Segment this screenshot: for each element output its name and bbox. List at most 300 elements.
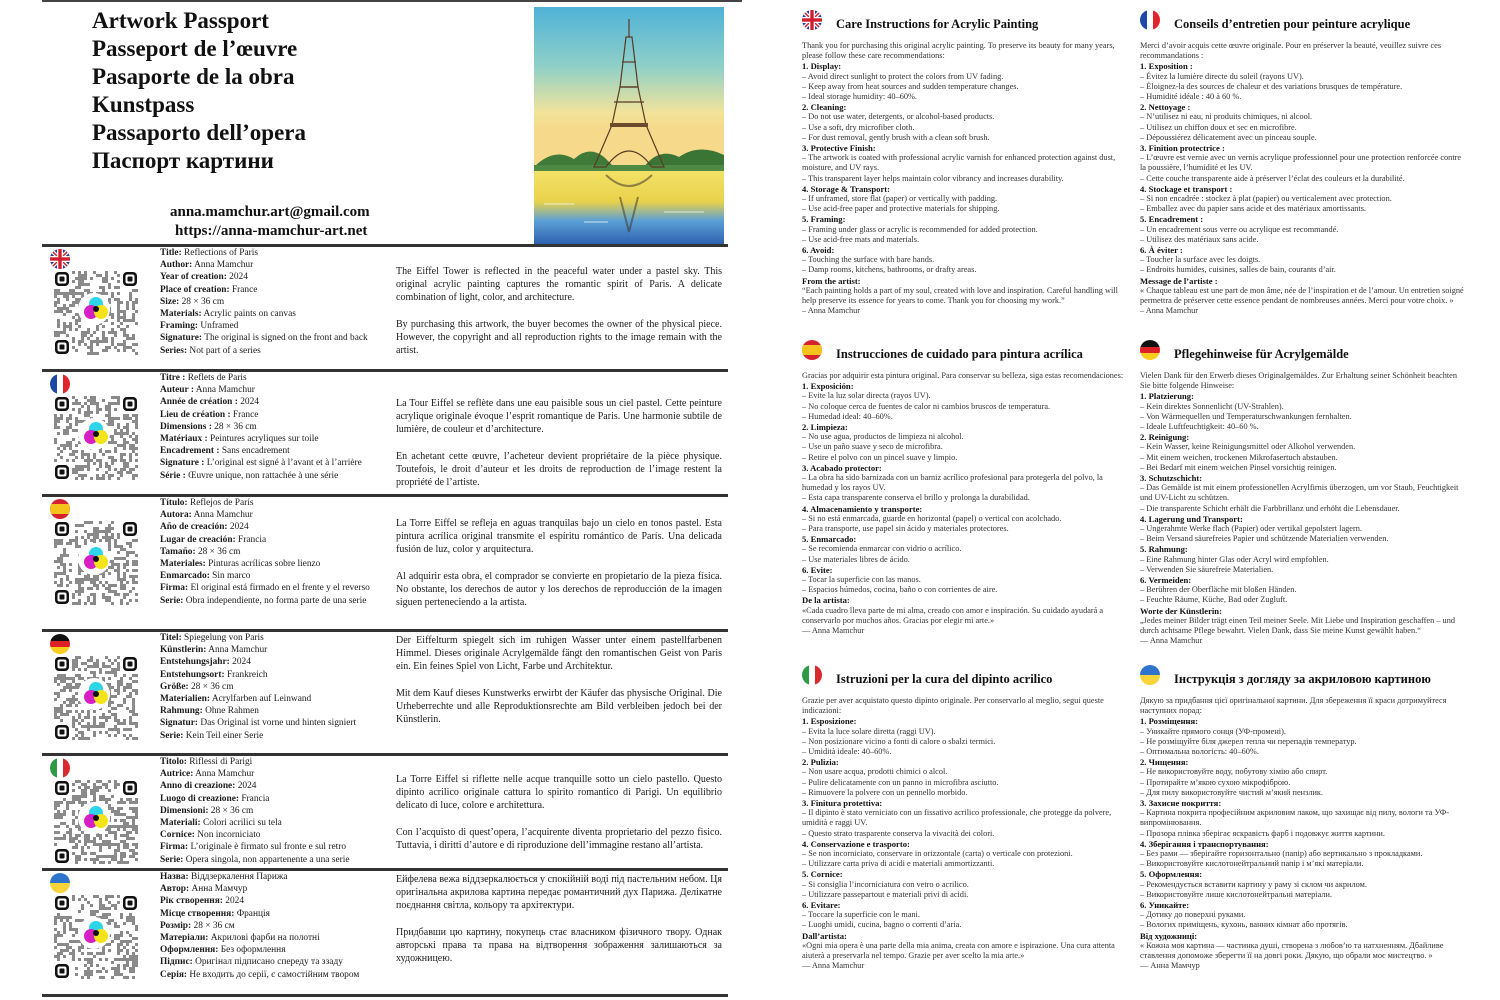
title-es: Pasaporte de la obra xyxy=(92,64,295,89)
field-label: Матеріали: xyxy=(160,933,209,944)
care-item: – Eine Rahmung hinter Glas oder Acryl wird empfohlen. xyxy=(1140,554,1329,564)
field-label: Оформлення: xyxy=(160,945,219,956)
care-item: – Framing under glass or acrylic is recommended for added protection. xyxy=(802,224,1038,234)
care-item: «Ogni mia opera è una parte della mia anima, creata con amore e ispirazione. Una cura attenta aiuterà a preservarla nel tempo. Grazie per aver scelto la mia arte.» xyxy=(802,940,1115,961)
qr-code-icon[interactable] xyxy=(54,521,138,605)
field-value: Sin marco xyxy=(212,571,251,582)
field-row xyxy=(160,854,390,866)
care-item: – Touching the surface with bare hands. xyxy=(802,255,935,265)
field-value: Not part of a series xyxy=(189,345,261,356)
field-row xyxy=(160,805,390,817)
field-row xyxy=(160,920,390,932)
care-item: – Вологих приміщень, кухонь, ванних кімнат або протягів. xyxy=(1140,920,1348,930)
divider xyxy=(42,494,728,497)
field-row xyxy=(160,396,390,408)
care-item: – Beim Versand säurefreies Papier und schützende Materialien verwenden. xyxy=(1140,534,1389,544)
title-de: Kunstpass xyxy=(92,92,195,117)
care-item: — Anna Mamchur xyxy=(1140,636,1203,646)
care-item: – Se non incorniciato, conservare in orizzontale (carta) o verticale con protezioni. xyxy=(802,849,1073,859)
care-intro: Gracias por adquirir esta pintura original. Para conservar su belleza, siga estas recomendaciones: xyxy=(802,371,1124,380)
passport-row-en xyxy=(42,247,728,369)
field-label: Назва: xyxy=(160,872,189,882)
care-item: – Дотику до поверхні руками. xyxy=(1140,910,1246,920)
title-en: Artwork Passport xyxy=(92,8,269,33)
field-row xyxy=(160,308,390,320)
care-item: – Use acid-free paper and protective materials for shipping. xyxy=(802,204,1000,214)
care-item: – Verwenden Sie säurefreie Materialien. xyxy=(1140,564,1274,574)
care-item: – Use a soft, dry microfiber cloth. xyxy=(802,122,915,132)
passport-row-de xyxy=(42,632,728,753)
field-row xyxy=(160,595,390,607)
uk-flag-icon xyxy=(50,249,70,269)
field-row xyxy=(160,546,390,558)
care-item: – Un encadrement sous verre ou acrylique est recommandé. xyxy=(1140,224,1339,234)
artwork-description xyxy=(396,397,722,489)
field-row xyxy=(160,956,390,968)
field-row xyxy=(160,768,390,780)
field-label: Dimensioni: xyxy=(160,805,209,816)
care-section-heading: 2. Nettoyage : xyxy=(1140,102,1191,113)
field-label: Rahmung: xyxy=(160,706,203,717)
field-label: Año de creación: xyxy=(160,522,228,533)
field-label: Encadrement : xyxy=(160,446,220,457)
field-row xyxy=(160,632,390,644)
spain-flag-icon xyxy=(802,340,822,360)
website-link[interactable]: https://anna-mamchur-art.net xyxy=(175,223,368,239)
field-label: Firma: xyxy=(160,842,189,853)
care-section-heading: 1. Esposizione: xyxy=(802,716,857,727)
field-label: Série : xyxy=(160,470,186,481)
field-label: Matériaux : xyxy=(160,434,208,445)
field-row xyxy=(160,433,390,445)
field-label: Künstlerin: xyxy=(160,645,207,656)
care-intro: Дякую за придбання цієї оригінальної картини. Для збереження її краси дотримуйтеся наступних порад: xyxy=(1140,696,1447,716)
care-block-it xyxy=(802,660,1130,971)
ukraine-flag-icon xyxy=(50,873,70,893)
field-row xyxy=(160,895,390,907)
field-value: Anna Mamchur xyxy=(195,385,255,396)
field-row xyxy=(160,908,390,920)
care-item: – Toccare la superficie con le mani. xyxy=(802,910,920,920)
care-item: – Не розміщуйте біля джерел тепла чи перепадів температур. xyxy=(1140,736,1357,746)
care-item: – Si no está enmarcada, guarde en horizontal (papel) o vertical con acolchado. xyxy=(802,513,1062,523)
care-item: – Evite la luz solar directa (rayos UV). xyxy=(802,391,931,401)
field-value: Colori acrilici su tela xyxy=(202,818,282,829)
description-paragraph: Ейфелева вежа віддзеркалюється у спокійній воді під пастельним небом. Ця оригінальна акрилова картина передає романтичний дух Парижа. Делікатне поєднання світла, кольору та архітектури. xyxy=(396,874,722,912)
care-item: – Non posizionare vicino a fonti di calore o sbalzi termici. xyxy=(802,736,996,746)
care-instructions-page xyxy=(760,0,1500,1000)
care-section-heading: 5. Encadrement : xyxy=(1140,214,1204,225)
care-item: – Das Gemälde ist mit einem professionellen Acrylfirnis überzogen, um vor Staub, Feuchtigkeit und UV-Licht zu schützen. xyxy=(1140,483,1459,503)
field-row xyxy=(160,445,390,457)
field-value: Оригінал підписано спереду та ззаду xyxy=(195,957,343,968)
field-label: Firma: xyxy=(160,583,189,594)
care-item: – The artwork is coated with professional acrylic varnish for enhanced protection against dust, moisture, and UV rays. xyxy=(802,153,1116,173)
field-row xyxy=(160,780,390,792)
field-label: Місце створення: xyxy=(160,908,235,919)
contact-info xyxy=(170,203,370,241)
field-label: Materials: xyxy=(160,309,202,320)
field-row xyxy=(160,705,390,717)
passport-row-uk xyxy=(42,871,728,991)
care-section-heading: 6. Vermeiden: xyxy=(1140,575,1192,586)
field-label: Größe: xyxy=(160,681,189,692)
field-label: Título: xyxy=(160,498,188,508)
field-value: Anna Mamchur xyxy=(194,260,254,271)
care-item: – Avoid direct sunlight to protect the colors from UV fading. xyxy=(802,71,1004,81)
care-section-heading: 5. Оформлення: xyxy=(1140,869,1203,880)
care-item: „Jedes meiner Bilder trägt einen Teil meiner Seele. Mit Liebe und Inspiration geschaffen – und durch achtsame Pflege bewahrt. Vielen Dank, dass Sie meine Kunst gewählt haben.“ xyxy=(1140,615,1455,636)
field-value: 2024 xyxy=(229,272,248,283)
field-value: Acrylfarben auf Leinwand xyxy=(211,694,312,705)
care-section-heading: 3. Finition protectrice : xyxy=(1140,143,1225,154)
care-intro: Vielen Dank für den Erwerb dieses Originalgemäldes. Zur Erhaltung seiner Schönheit beachten Sie bitte folgende Hinweise: xyxy=(1140,371,1457,391)
care-item: – Umidità ideale: 40–60%. xyxy=(802,747,892,757)
care-item: – Damp rooms, kitchens, bathrooms, or drafty areas. xyxy=(802,265,977,275)
field-row xyxy=(160,384,390,396)
care-section-heading: 4. Зберігання і транспортування: xyxy=(1140,838,1269,849)
care-section-heading: 3. Schutzschicht: xyxy=(1140,473,1203,484)
care-section-heading: 6. Evite: xyxy=(802,564,833,575)
field-label: Series: xyxy=(160,345,188,356)
field-value: Віддзеркалення Парижа xyxy=(190,872,288,882)
care-item: – Anna Mamchur xyxy=(1140,306,1199,316)
field-value: Œuvre unique, non rattachée à une série xyxy=(188,470,339,481)
field-value: France xyxy=(231,284,258,295)
field-value: 28 × 36 cm xyxy=(190,681,234,692)
field-row xyxy=(160,829,390,841)
care-item: “Each painting holds a part of my soul, created with love and inspiration. Careful handling will help preserve its essence for years to come. Thank you for choosing my work.” xyxy=(802,285,1118,306)
care-item: – Rimuovere la polvere con un pennello morbido. xyxy=(802,787,968,797)
care-section-heading: From the artist: xyxy=(802,275,861,286)
field-value: The original is signed on the front and back xyxy=(204,333,368,344)
field-value: Ohne Rahmen xyxy=(205,706,259,717)
field-label: Year of creation: xyxy=(160,272,227,283)
care-header xyxy=(1140,335,1468,365)
care-section-heading: Worte der Künstlerin: xyxy=(1140,605,1222,616)
care-item: – Utilizzare passepartout e materiali privi di acidi. xyxy=(802,889,969,899)
care-item: « Chaque tableau est une part de mon âme, née de l’inspiration et de l’amour. Un entretien soigné permettra de préserver cette essence pendant de nombreuses années. Merci pour votre choix. » xyxy=(1140,285,1464,306)
field-label: Autrice: xyxy=(160,769,194,780)
field-value: 2024 xyxy=(229,522,249,533)
field-row xyxy=(160,793,390,805)
care-item: – Éloignez-la des sources de chaleur et des variations brusques de température. xyxy=(1140,81,1403,91)
field-label: Entstehungsjahr: xyxy=(160,657,230,668)
field-row xyxy=(160,656,390,668)
field-value: Riflessi di Parigi xyxy=(189,757,253,767)
field-row xyxy=(160,871,390,883)
care-section-heading: 4. Storage & Transport: xyxy=(802,183,890,194)
care-item: – Cette couche transparente aide à préserver l’éclat des couleurs et la durabilité. xyxy=(1140,173,1405,183)
field-label: Підпис: xyxy=(160,957,193,968)
care-item: – Уникайте прямого сонця (УФ-промені). xyxy=(1140,726,1286,736)
field-label: Titel: xyxy=(160,633,182,643)
field-label: Auteur : xyxy=(160,385,194,396)
care-item: – No use agua, productos de limpieza ni alcohol. xyxy=(802,432,964,442)
care-section-heading: Dall’artista: xyxy=(802,930,847,941)
field-row xyxy=(160,345,390,357)
care-item: – Si consiglia l’incorniciatura con vetro o acrilico. xyxy=(802,879,969,889)
care-section-heading: 6. À éviter : xyxy=(1140,245,1183,256)
field-label: Enmarcado: xyxy=(160,571,210,582)
italy-flag-icon xyxy=(802,665,822,685)
field-row xyxy=(160,817,390,829)
field-label: Titolo: xyxy=(160,757,187,767)
field-row xyxy=(160,296,390,308)
care-section-heading: 4. Stockage et transport : xyxy=(1140,183,1233,194)
care-title: Інструкція з догляду за акриловою картиною xyxy=(1174,671,1431,686)
field-row xyxy=(160,271,390,283)
care-item: – Utilisez des matériaux sans acide. xyxy=(1140,234,1259,244)
field-label: Tamaño: xyxy=(160,546,196,557)
care-title: Care Instructions for Acrylic Painting xyxy=(836,16,1039,31)
care-item: – Використовуйте кислотонейтральний папір і м’які матеріали. xyxy=(1140,859,1364,869)
field-value: Акрилові фарби на полотні xyxy=(210,933,320,944)
field-label: Entstehungsort: xyxy=(160,669,225,680)
field-label: Signatur: xyxy=(160,718,199,729)
field-label: Materialien: xyxy=(160,694,210,705)
care-item: — Anna Mamchur xyxy=(802,961,865,971)
field-label: Розмір: xyxy=(160,920,192,931)
care-header xyxy=(802,335,1130,365)
field-row xyxy=(160,372,390,384)
field-row xyxy=(160,470,390,482)
care-item: – Ideal storage humidity: 40–60%. xyxy=(802,92,917,102)
care-section-heading: 1. Розміщення: xyxy=(1140,716,1198,727)
field-value: Pinturas acrílicas sobre lienzo xyxy=(208,559,321,570)
qr-code-icon[interactable] xyxy=(54,271,138,355)
field-value: Не входить до серії, є самостійним твором xyxy=(189,969,360,980)
care-item: – Humedad ideal: 40–60%. xyxy=(802,411,893,421)
care-item: – Pulire delicatamente con un panno in microfibra asciutto. xyxy=(802,777,999,787)
care-item: – Без рами — зберігайте горизонтально (папір) або вертикально з прокладками. xyxy=(1140,849,1423,859)
artwork-fields xyxy=(160,632,390,742)
care-item: – Tocar la superficie con las manos. xyxy=(802,575,921,585)
care-section-heading: 3. Acabado protector: xyxy=(802,462,882,473)
field-value: Sans encadrement xyxy=(221,446,290,457)
artwork-fields xyxy=(160,247,390,357)
description-paragraph: Придбавши цю картину, покупець стає власником фізичного твору. Однак авторські права та права на відтворення зображення залишаються за художницею. xyxy=(396,926,722,965)
field-value: Reflejos de París xyxy=(189,498,254,508)
artwork-description xyxy=(396,517,722,609)
field-row xyxy=(160,756,390,768)
field-value: Francia xyxy=(241,793,270,804)
artwork-description xyxy=(396,634,722,726)
care-item: – Die transparente Schicht erhält die Farbbrillanz und erhöht die Lebensdauer. xyxy=(1140,503,1400,513)
care-item: – Do not use water, detergents, or alcohol-based products. xyxy=(802,112,995,122)
field-row xyxy=(160,247,390,259)
field-row xyxy=(160,534,390,546)
care-item: – Use acid-free mats and materials. xyxy=(802,234,920,244)
field-value: Reflets de Paris xyxy=(187,373,247,383)
care-section-heading: 4. Lagerung und Transport: xyxy=(1140,513,1243,524)
field-value: 28 × 36 cm xyxy=(210,805,254,816)
care-item: – Von Wärmequellen und Temperaturschwankungen fernhalten. xyxy=(1140,411,1352,421)
care-section-heading: 1. Exposition : xyxy=(1140,61,1193,72)
field-row xyxy=(160,944,390,956)
qr-code-icon[interactable] xyxy=(54,656,138,740)
field-value: Non incorniciato xyxy=(197,830,261,841)
care-block-uk xyxy=(1140,660,1468,971)
field-value: Анна Мамчур xyxy=(191,884,248,895)
email-link[interactable]: anna.mamchur.art@gmail.com xyxy=(170,204,370,220)
field-label: Serie: xyxy=(160,854,184,865)
field-label: Serie: xyxy=(160,595,184,606)
care-section-heading: Message de l’artiste : xyxy=(1140,275,1218,286)
field-label: Signature: xyxy=(160,333,203,344)
care-item: – Картина покрита професійним акриловим лаком, що захищає від пилу, вологи та УФ-випромінювання. xyxy=(1140,808,1450,828)
care-item: – Non usare acqua, prodotti chimici o alcol. xyxy=(802,767,948,777)
description-paragraph: Con l’acquisto di quest’opera, l’acquirente diventa proprietario del pezzo fisico. Tuttavia, i diritti d’autore e di riproduzione dell’immagine restano all’artista. xyxy=(396,826,722,851)
passport-page xyxy=(42,0,742,1000)
field-value: 28 × 36 cm xyxy=(214,421,257,432)
qr-code-icon[interactable] xyxy=(54,895,138,979)
care-section-heading: 3. Finitura protettiva: xyxy=(802,798,883,809)
artwork-fields xyxy=(160,372,390,482)
field-value: Obra independiente, no forma parte de una serie xyxy=(185,595,367,606)
field-label: Серія: xyxy=(160,969,188,980)
care-item: « Кожна моя картина — частинка душі, створена з любов’ю та натхненням. Дбайливе ставлення допоможе зберегти її на довгі роки. Дякую, що обрали моє мистецтво. » xyxy=(1140,940,1444,961)
field-label: Lieu de création : xyxy=(160,409,231,420)
care-item: – Utilizzare carta priva di acidi e materiali ammortizzanti. xyxy=(802,859,995,869)
care-item: – Toucher la surface avec les doigts. xyxy=(1140,255,1261,265)
field-value: El original está firmado en el frente y el reverso xyxy=(190,583,370,594)
field-value: 28 × 36 cm xyxy=(181,296,225,307)
field-value: Frankreich xyxy=(226,669,268,680)
care-section-heading: 5. Rahmung: xyxy=(1140,544,1188,555)
care-item: – Para transporte, use papel sin ácido y materiales protectores. xyxy=(802,524,1009,534)
field-value: 28 × 36 см xyxy=(193,920,235,931)
field-label: Dimensions : xyxy=(160,421,212,432)
field-value: 2024 xyxy=(240,397,259,408)
germany-flag-icon xyxy=(1140,340,1160,360)
field-label: Place of creation: xyxy=(160,284,230,295)
passport-row-es xyxy=(42,497,728,629)
care-header xyxy=(802,5,1130,35)
care-item: – Dépoussiérez délicatement avec un pinceau souple. xyxy=(1140,132,1317,142)
field-value: L’original est signé à l’avant et à l’arrière xyxy=(206,458,362,469)
divider xyxy=(42,868,728,871)
care-item: – Si non encadrée : stockez à plat (papier) ou verticalement avec protection. xyxy=(1140,194,1392,204)
field-row xyxy=(160,582,390,594)
care-item: – Emballez avec du papier sans acide et des matériaux amortissants. xyxy=(1140,204,1367,214)
care-item: – Il dipinto è stato verniciato con un fissativo acrilico professionale, che protegge da polvere, umidità e raggi UV. xyxy=(802,808,1112,828)
care-section-heading: 2. Reinigung: xyxy=(1140,432,1190,443)
field-label: Автор: xyxy=(160,884,190,895)
eiffel-tower-painting xyxy=(534,7,724,244)
care-item: – Se recomienda enmarcar con vidrio o acrílico. xyxy=(802,544,962,554)
field-label: Рік створення: xyxy=(160,896,223,907)
field-row xyxy=(160,509,390,521)
field-label: Lugar de creación: xyxy=(160,534,236,545)
care-item: – N’utilisez ni eau, ni produits chimiques, ni alcool. xyxy=(1140,112,1313,122)
care-item: – Bei Bedarf mit einem weichen Pinsel vorsichtig reinigen. xyxy=(1140,462,1337,472)
field-label: Author: xyxy=(160,260,193,271)
care-item: – Mit einem weichen, trockenen Mikrofasertuch abstauben. xyxy=(1140,452,1338,462)
care-section-heading: 1. Exposición: xyxy=(802,381,854,392)
field-row xyxy=(160,521,390,533)
field-value: Anna Mamchur xyxy=(195,769,255,780)
care-item: – La obra ha sido barnizada con un barniz acrílico profesional para protegerla del polvo, la humedad y los rayos UV. xyxy=(802,473,1103,493)
care-section-heading: 6. Уникайте: xyxy=(1140,900,1190,911)
field-row xyxy=(160,932,390,944)
care-intro: Merci d’avoir acquis cette œuvre originale. Pour en préserver la beauté, veuillez suivre ces recommandations : xyxy=(1140,41,1442,61)
care-title: Conseils d’entretien pour peinture acrylique xyxy=(1174,16,1411,31)
field-label: Title: xyxy=(160,248,182,258)
field-label: Serie: xyxy=(160,730,184,741)
care-item: – Ideale Luftfeuchtigkeit: 40–60 %. xyxy=(1140,422,1259,432)
care-item: – L’œuvre est vernie avec un vernis acrylique professionnel pour une protection renforcée contre la poussière, l’humidité et les UV. xyxy=(1140,153,1462,173)
care-item: – Luoghi umidi, cucina, bagno o correnti d’aria. xyxy=(802,920,962,930)
field-row xyxy=(160,320,390,332)
care-item: – Рекомендується вставити картину у раму зі склом чи акрилом. xyxy=(1140,879,1367,889)
field-value: Das Original ist vorne und hinten signiert xyxy=(200,718,357,729)
care-item: — Анна Мамчур xyxy=(1140,961,1200,971)
care-section-heading: 2. Pulizia: xyxy=(802,757,839,768)
title-uk: Паспорт картини xyxy=(92,148,274,173)
care-section-heading: 5. Cornice: xyxy=(802,869,843,880)
field-value: Opera singola, non appartenente a una serie xyxy=(185,854,350,865)
care-section-heading: 5. Framing: xyxy=(802,214,846,225)
field-row xyxy=(160,693,390,705)
field-row xyxy=(160,644,390,656)
field-value: Peintures acryliques sur toile xyxy=(209,434,319,445)
care-item: – Anna Mamchur xyxy=(802,306,861,316)
description-paragraph: La Torre Eiffel se refleja en aguas tranquilas bajo un cielo en tonos pastel. Esta pintura acrílica original transmite el espíritu romántico de París. Una delicada fusión de luz, color y arquitectura. xyxy=(396,518,722,556)
field-value: France xyxy=(232,409,259,420)
field-value: 2024 xyxy=(232,657,251,668)
divider xyxy=(42,753,728,756)
field-row xyxy=(160,284,390,296)
care-item: – Utilisez un chiffon doux et sec en microfibre. xyxy=(1140,122,1297,132)
care-block-en xyxy=(802,5,1130,316)
care-section-heading: 4. Almacenamiento y transporte: xyxy=(802,503,923,514)
care-section-heading: 3. Protective Finish: xyxy=(802,143,876,154)
field-value: Франція xyxy=(236,908,270,919)
care-item: – Використовуйте лише кислотонейтральні матеріали. xyxy=(1140,889,1332,899)
field-label: Cornice: xyxy=(160,830,195,841)
field-label: Signature : xyxy=(160,458,205,469)
care-section-heading: De la artista: xyxy=(802,595,850,606)
care-block-fr xyxy=(1140,5,1468,316)
field-value: Unframed xyxy=(200,321,239,332)
qr-code-icon[interactable] xyxy=(54,396,138,480)
care-section-heading: 6. Avoid: xyxy=(802,245,835,256)
field-label: Luogo di creazione: xyxy=(160,793,239,804)
care-item: – No coloque cerca de fuentes de calor ni cambios bruscos de temperatura. xyxy=(802,401,1051,411)
field-row xyxy=(160,570,390,582)
germany-flag-icon xyxy=(50,634,70,654)
care-item: – Kein direktes Sonnenlicht (UV-Strahlen). xyxy=(1140,401,1284,411)
divider xyxy=(42,994,728,997)
field-row xyxy=(160,259,390,271)
care-item: – Esta capa transparente conserva el brillo y prolonga la durabilidad. xyxy=(802,493,1030,503)
care-section-heading: 3. Захисне покриття: xyxy=(1140,798,1222,809)
field-row xyxy=(160,669,390,681)
field-value: 2024 xyxy=(225,896,244,907)
care-item: – Berühren der Oberfläche mit bloßen Händen. xyxy=(1140,585,1297,595)
description-paragraph: The Eiffel Tower is reflected in the peaceful water under a pastel sky. This original acrylic painting captures the romantic spirit of Paris. A delicate combination of light, color, and architecture. xyxy=(396,266,722,304)
care-item: – Humidité idéale : 40 à 60 %. xyxy=(1140,92,1242,102)
care-section-heading: 6. Evitare: xyxy=(802,900,841,911)
field-value: Без оформлення xyxy=(220,945,286,956)
field-row xyxy=(160,730,390,742)
field-row xyxy=(160,969,390,981)
description-paragraph: By purchasing this artwork, the buyer becomes the owner of the physical piece. However, the copyright and all reproduction rights to the image remain with the artist. xyxy=(396,318,722,357)
passport-row-it xyxy=(42,756,728,868)
care-item: – For dust removal, gently brush with a clean soft brush. xyxy=(802,132,990,142)
qr-code-icon[interactable] xyxy=(54,780,138,864)
